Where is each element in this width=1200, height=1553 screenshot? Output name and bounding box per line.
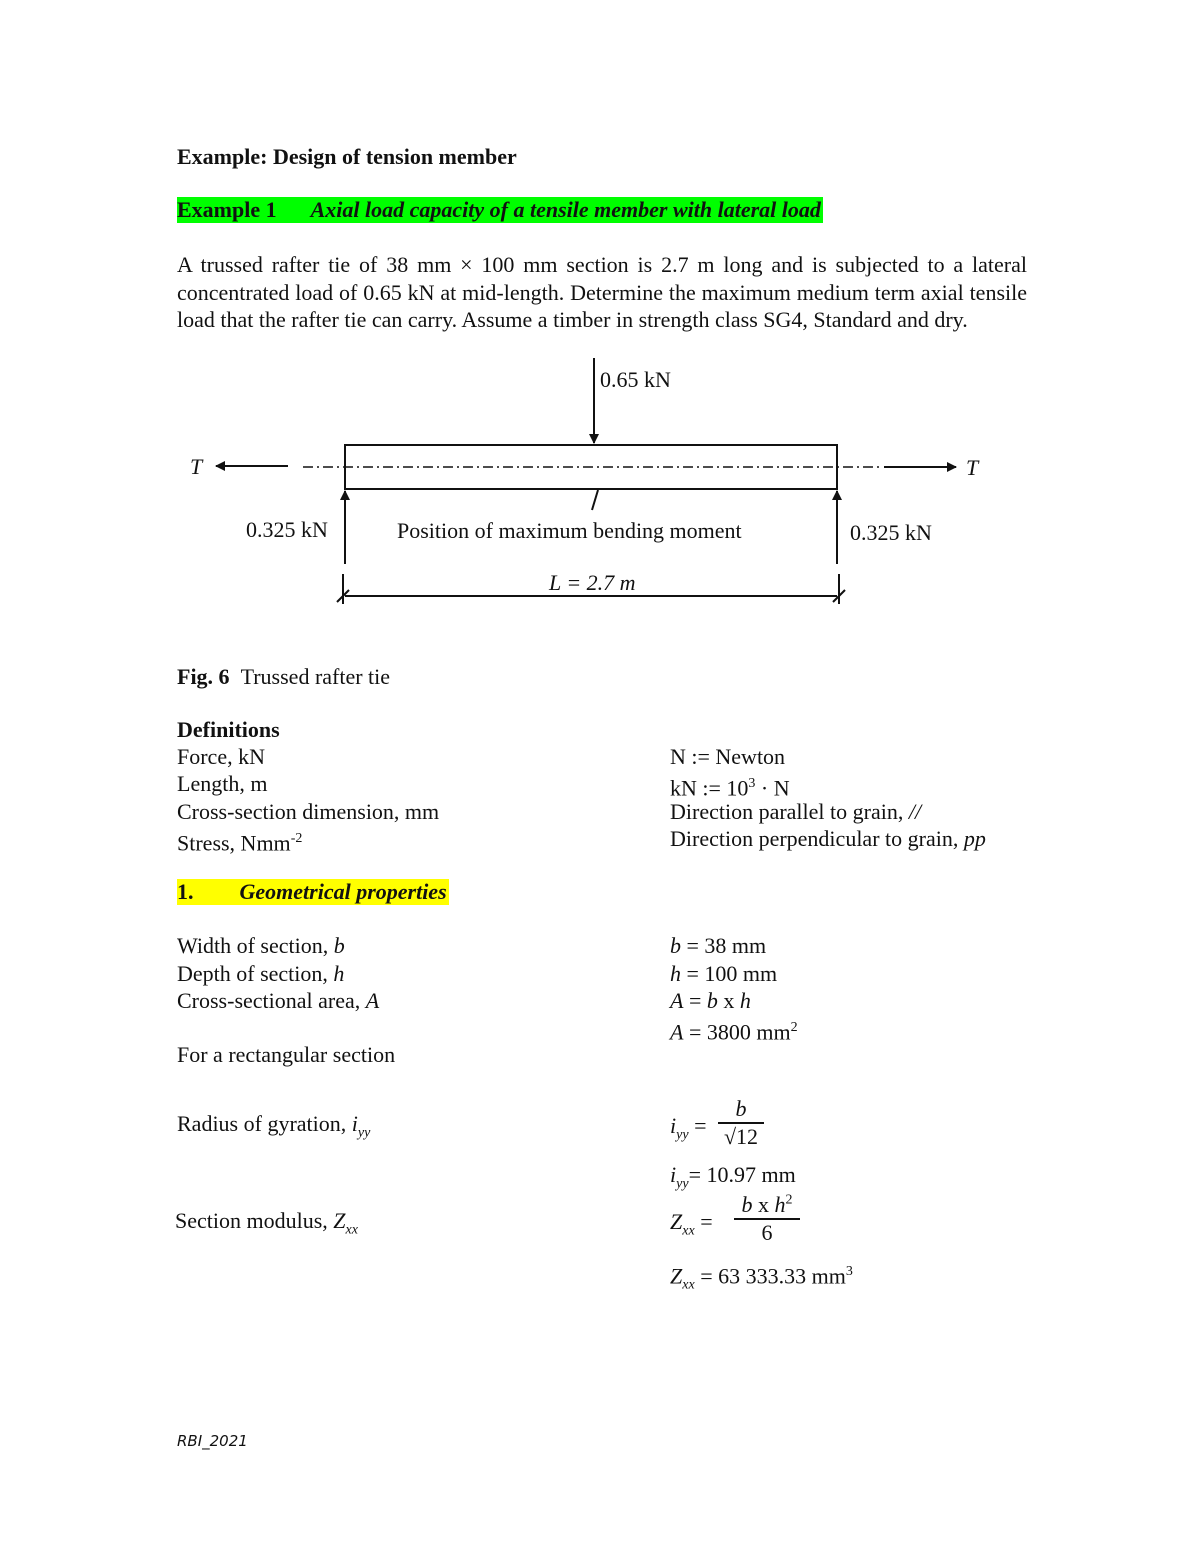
gyration-label: Radius of gyration, $i_{yy}$ — [177, 1111, 371, 1141]
problem-statement: A trussed rafter tie of 38 mm × 100 mm section is 2.7 m long and is subjected to a lateral concentrated load of 0.65 kN at mid-length. Determine the maximum medium term axial tensile load that the rafter tie can carry. Assume a timber in strength class SG4, Standard and dry. — [177, 252, 1027, 333]
moment-marker — [592, 490, 598, 510]
reaction-label-right: 0.325 kN — [850, 520, 932, 545]
def-parallel: Direction parallel to grain, // — [670, 799, 922, 824]
section-number: 1. — [177, 879, 194, 904]
definitions-heading: Definitions — [177, 717, 280, 742]
rafter-tie-figure — [0, 0, 1200, 660]
def-force: Force, kN — [177, 744, 265, 769]
modulus-result: $Z_{xx} = 63$ 333.33 $mm^3$ — [670, 1263, 853, 1293]
point-load-label: 0.65 kN — [600, 367, 671, 392]
modulus-numerator: b x $h^2$ — [741, 1192, 793, 1217]
modulus-formula-lhs: $Z_{xx}$ = — [670, 1209, 713, 1239]
area-formula: A = b x h — [670, 988, 751, 1013]
rect-section-note: For a rectangular section — [177, 1042, 396, 1067]
example-number: Example 1 — [177, 197, 277, 222]
page-title: Example: Design of tension member — [177, 144, 517, 169]
modulus-fraction — [734, 1192, 800, 1246]
def-length: Length, m — [177, 771, 268, 796]
def-kilonewton: kN := $10^3 \cdot N$ — [670, 775, 790, 801]
footer-label: RBI_2021 — [177, 1432, 248, 1450]
reaction-label-left: 0.325 kN — [246, 517, 328, 542]
def-cross-section: Cross-section dimension, mm — [177, 799, 440, 824]
width-label: Width of section, b — [177, 933, 345, 958]
def-perpendicular: Direction perpendicular to grain, pp — [670, 826, 986, 851]
figure-caption — [177, 664, 390, 690]
area-label: Cross-sectional area, A — [177, 988, 380, 1013]
section-1-heading — [177, 879, 449, 905]
gyration-denominator: √12 — [723, 1124, 759, 1149]
gyration-fraction — [718, 1096, 764, 1150]
caption-text: Trussed rafter tie — [240, 664, 391, 689]
example-title: Axial load capacity of a tensile member with lateral load — [310, 197, 821, 222]
def-stress: Stress, Nmm$^{-2}$ — [177, 830, 303, 856]
tension-label-left: T — [190, 454, 203, 479]
modulus-label: Section modulus, $Z_{xx}$ — [175, 1208, 358, 1238]
caption-number: Fig. 6 — [177, 664, 230, 689]
tension-label-right: T — [966, 455, 979, 480]
gyration-numerator: b — [735, 1096, 747, 1121]
h-value: h = 100 mm — [670, 961, 778, 986]
area-value: A = 3800 $mm^2$ — [670, 1019, 798, 1045]
b-value: b = 38 mm — [670, 933, 767, 958]
section-title: Geometrical properties — [239, 879, 447, 904]
gyration-result: $i_{yy}= 10.97$ mm — [670, 1162, 796, 1192]
moment-label: Position of maximum bending moment — [397, 518, 742, 543]
gyration-formula-lhs: $i_{yy}$ = — [670, 1113, 707, 1143]
length-label: L = 2.7 m — [549, 570, 636, 595]
depth-label: Depth of section, h — [177, 961, 345, 986]
modulus-denominator: 6 — [761, 1220, 773, 1245]
def-newton: N := Newton — [670, 744, 786, 769]
